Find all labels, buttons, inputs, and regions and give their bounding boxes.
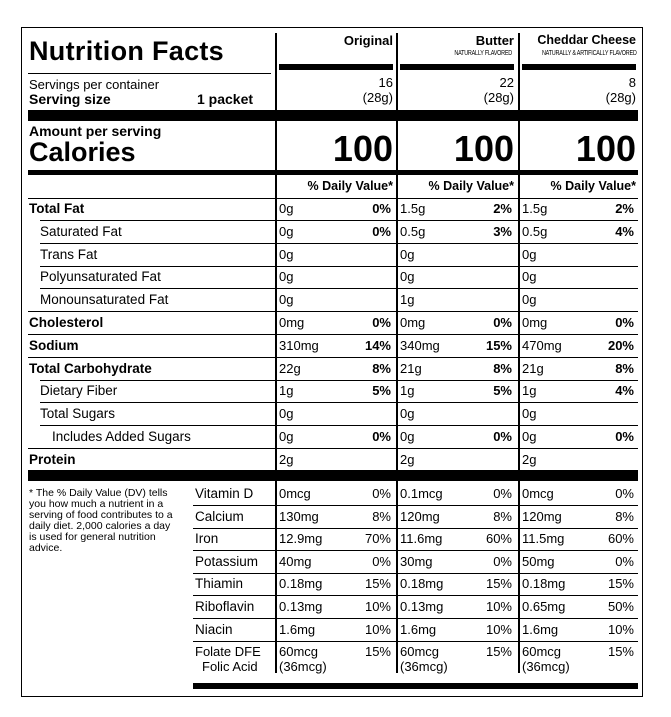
nutrient-amount: 2g: [400, 451, 415, 467]
serving-grams: (28g): [605, 90, 636, 105]
vitamin-dv: 0%: [615, 486, 634, 501]
nutrient-dv: 0%: [493, 315, 512, 330]
vitamin-dv: 15%: [607, 576, 634, 592]
nutrient-amount: 21g: [400, 360, 422, 376]
nutrient-amount: 2g: [522, 451, 537, 467]
nutrient-row-rule: [28, 334, 638, 335]
nutrient-row-rule: [40, 380, 638, 381]
divider-3: [518, 33, 520, 673]
nutrient-label: Trans Fat: [40, 246, 98, 262]
nutrient-label: Dietary Fiber: [40, 383, 118, 399]
nutrient-amount: 1g: [522, 383, 537, 399]
vitamin-label: Potassium: [195, 553, 259, 569]
vitamin-row-rule: [193, 595, 638, 596]
nutrition-facts-label: [21, 27, 643, 697]
folate-amount: 60mcg: [400, 644, 440, 660]
nutrient-dv: 4%: [615, 383, 634, 399]
vitamin-amount: 0.18mg: [279, 576, 323, 592]
column-name: Original: [343, 33, 393, 48]
column-subtitle: NATURALLY & ARTIFICALLY FLAVORED: [541, 50, 637, 57]
vitamin-amount: 0.1mcg: [400, 486, 443, 501]
vitamin-dv: 10%: [485, 599, 512, 614]
nutrient-label: Total Carbohydrate: [29, 360, 152, 376]
servings-value: 8: [628, 75, 636, 90]
nutrient-amount: 0g: [400, 406, 415, 422]
nutrient-dv: 3%: [493, 223, 512, 239]
nutrient-amount: 0mg: [279, 315, 305, 330]
nutrient-amount: 0g: [279, 246, 294, 262]
vitamin-amount: 11.5mg: [522, 531, 565, 547]
vitamin-amount: 40mg: [279, 553, 312, 569]
vitamin-dv: 10%: [485, 621, 512, 637]
label-title: Nutrition Facts: [29, 36, 225, 66]
nutrient-dv: 0%: [372, 315, 391, 330]
calories-value: 100: [332, 128, 393, 169]
serving-size-label: Serving size: [29, 91, 111, 107]
divider-1: [275, 33, 277, 673]
vitamin-amount: 120mg: [522, 508, 562, 524]
divider-2: [396, 33, 398, 673]
nutrient-amount: 340mg: [400, 337, 440, 353]
nutrient-amount: 22g: [279, 360, 301, 376]
dv-header: % Daily Value*: [550, 179, 636, 193]
vitamin-amount: 11.6mg: [400, 531, 443, 547]
vitamin-row-rule: [193, 618, 638, 619]
nutrient-label: Cholesterol: [29, 315, 104, 330]
vitamin-dv: 10%: [364, 599, 391, 614]
folate-dv: 15%: [607, 644, 634, 660]
footer-bar: [193, 683, 638, 689]
nutrient-row-rule: [28, 311, 638, 312]
vitamin-dv: 10%: [607, 621, 634, 637]
vitamin-dv: 60%: [607, 531, 634, 547]
vitamin-amount: 50mg: [522, 553, 555, 569]
nutrient-amount: 1.5g: [522, 201, 548, 216]
vitamin-dv: 0%: [372, 553, 391, 569]
vitamin-amount: 0mcg: [279, 486, 311, 501]
nutrient-amount: 0g: [279, 223, 294, 239]
calories-value: 100: [575, 128, 636, 169]
nutrient-row-rule: [28, 357, 638, 358]
nutrient-amount: 0g: [279, 201, 294, 216]
nutrient-dv: 0%: [372, 223, 391, 239]
nutrient-amount: 1g: [279, 383, 294, 399]
nutrient-row-rule: [28, 448, 638, 449]
servings-label: Servings per container: [29, 77, 160, 92]
calories-label: Calories: [29, 137, 136, 167]
nutrient-dv: 8%: [493, 360, 512, 376]
vitamin-dv: 0%: [615, 553, 634, 569]
nutrient-row-rule: [40, 266, 638, 267]
nutrient-amount: 0g: [522, 429, 537, 444]
vitamin-dv: 0%: [372, 486, 391, 501]
nutrient-label: Includes Added Sugars: [52, 429, 191, 444]
vitamin-dv: 0%: [493, 486, 512, 501]
servings-value: 22: [499, 75, 514, 90]
column-header-bar: [522, 64, 636, 70]
nutrient-amount: 0g: [522, 269, 537, 285]
vitamin-amount: 0.18mg: [400, 576, 444, 592]
dv-rule: [28, 198, 638, 199]
vitamin-amount: 0.65mg: [522, 599, 566, 614]
column-header-bar: [279, 64, 393, 70]
nutrient-amount: 21g: [522, 360, 544, 376]
calories-value: 100: [453, 128, 514, 169]
serving-size-value: 1 packet: [197, 91, 254, 107]
nutrient-dv: 8%: [615, 360, 634, 376]
vitamin-dv: 10%: [364, 621, 391, 637]
nutrient-label: Sodium: [29, 337, 79, 353]
vitamin-row-rule: [193, 573, 638, 574]
nutrient-label: Total Fat: [29, 201, 85, 216]
nutrient-dv: 20%: [607, 337, 634, 353]
nutrient-amount: 0g: [279, 292, 294, 308]
folate-amount: 60mcg: [522, 644, 562, 660]
vitamin-amount: 1.6mg: [400, 621, 437, 637]
nutrient-dv: 0%: [615, 315, 634, 330]
nutrient-amount: 0g: [522, 246, 537, 262]
nutrient-amount: 310mg: [279, 337, 319, 353]
title-rule: [28, 73, 271, 74]
nutrient-amount: 0g: [279, 406, 294, 422]
nutrient-dv: 5%: [493, 383, 512, 399]
vitamin-label: Niacin: [195, 621, 233, 637]
vitamin-amount: 1.6mg: [522, 621, 559, 637]
serving-grams: (28g): [483, 90, 514, 105]
nutrient-dv: 0%: [493, 429, 512, 444]
vitamin-row-rule: [193, 550, 638, 551]
nutrient-label: Saturated Fat: [40, 223, 122, 239]
nutrient-amount: 0g: [400, 246, 415, 262]
nutrient-row-rule: [40, 425, 638, 426]
vitamin-dv: 8%: [372, 508, 391, 524]
vitamin-amount: 0.13mg: [400, 599, 444, 614]
vitamin-amount: 130mg: [279, 508, 319, 524]
amount-per-serving: Amount per serving: [29, 123, 162, 139]
nutrient-amount: 0g: [279, 269, 294, 285]
nutrient-dv: 14%: [364, 337, 391, 353]
nutrient-amount: 0g: [400, 269, 415, 285]
nutrient-dv: 4%: [615, 223, 634, 239]
vitamin-amount: 0.18mg: [522, 576, 566, 592]
vitamin-label: Riboflavin: [195, 599, 255, 614]
folic-acid-label: Folic Acid: [202, 659, 258, 675]
nutrient-amount: 470mg: [522, 337, 562, 353]
thick-bar-top: [28, 110, 638, 121]
vitamin-dv: 8%: [493, 508, 512, 524]
column-subtitle: NATURALLY FLAVORED: [454, 50, 512, 57]
column-name: Cheddar Cheese: [537, 33, 636, 47]
nutrient-label: Total Sugars: [40, 406, 116, 422]
folate-amount: 60mcg: [279, 644, 319, 660]
folate-dv: 15%: [485, 644, 512, 660]
vitamin-dv: 50%: [607, 599, 634, 614]
vitamin-dv: 0%: [493, 553, 512, 569]
nutrient-amount: 1.5g: [400, 201, 426, 216]
vitamin-row-rule: [193, 528, 638, 529]
vitamin-dv: 15%: [364, 576, 391, 592]
nutrient-row-rule: [40, 243, 638, 244]
nutrient-row-rule: [40, 288, 638, 289]
vitamin-label: Thiamin: [195, 576, 244, 592]
nutrient-amount: 0g: [522, 292, 537, 308]
footnote: * The % Daily Value (DV) tells you how much a nutrient in a serving of food contributes to a daily diet. 2,000 calories a day is used for general nutrition advice.: [29, 487, 173, 554]
nutrient-amount: 0.5g: [400, 223, 426, 239]
folic-acid-amount: (36mcg): [522, 659, 570, 675]
nutrient-amount: 0g: [522, 406, 537, 422]
vitamin-label: Calcium: [195, 508, 244, 524]
nutrient-amount: 2g: [279, 451, 294, 467]
nutrient-amount: 1g: [400, 292, 415, 308]
nutrient-dv: 2%: [493, 201, 512, 216]
nutrient-label: Monounsaturated Fat: [40, 292, 169, 308]
vitamin-label: Vitamin D: [195, 486, 254, 501]
nutrient-label: Protein: [29, 451, 76, 467]
folic-acid-amount: (36mcg): [400, 659, 448, 675]
nutrient-amount: 1g: [400, 383, 415, 399]
nutrient-label: Polyunsaturated Fat: [40, 269, 161, 285]
vitamin-dv: 70%: [364, 531, 391, 547]
nutrient-dv: 8%: [372, 360, 391, 376]
nutrient-dv: 0%: [615, 429, 634, 444]
folic-acid-amount: (36mcg): [279, 659, 327, 675]
nutrient-amount: 0g: [400, 429, 415, 444]
vitamin-amount: 12.9mg: [279, 531, 323, 547]
vitamin-row-rule: [193, 505, 638, 506]
thick-bar-bottom: [28, 470, 638, 481]
servings-value: 16: [378, 75, 393, 90]
vitamin-dv: 8%: [615, 508, 634, 524]
nutrient-dv: 0%: [372, 429, 391, 444]
vitamin-dv: 60%: [485, 531, 512, 547]
vitamin-label: Iron: [195, 531, 219, 547]
vitamin-row-rule: [193, 641, 638, 642]
folate-dv: 15%: [364, 644, 391, 660]
nutrient-dv: 0%: [372, 201, 391, 216]
column-header-bar: [400, 64, 514, 70]
nutrient-row-rule: [40, 402, 638, 403]
vitamin-amount: 30mg: [400, 553, 433, 569]
vitamin-amount: 0mcg: [522, 486, 554, 501]
serving-grams: (28g): [362, 90, 393, 105]
nutrient-dv: 15%: [485, 337, 512, 353]
nutrient-amount: 0g: [279, 429, 294, 444]
nutrient-dv: 5%: [372, 383, 391, 399]
vitamin-amount: 1.6mg: [279, 621, 316, 637]
folate-label: Folate DFE: [195, 644, 261, 660]
column-name: Butter: [475, 33, 514, 48]
nutrient-amount: 0.5g: [522, 223, 548, 239]
dv-header: % Daily Value*: [428, 179, 514, 193]
vitamin-amount: 0.13mg: [279, 599, 323, 614]
nutrient-row-rule: [40, 220, 638, 221]
nutrient-dv: 2%: [615, 201, 634, 216]
nutrient-amount: 0mg: [522, 315, 548, 330]
vitamin-amount: 120mg: [400, 508, 440, 524]
vitamin-dv: 15%: [485, 576, 512, 592]
medium-bar-calories: [28, 170, 638, 175]
dv-header: % Daily Value*: [307, 179, 393, 193]
nutrient-amount: 0mg: [400, 315, 426, 330]
